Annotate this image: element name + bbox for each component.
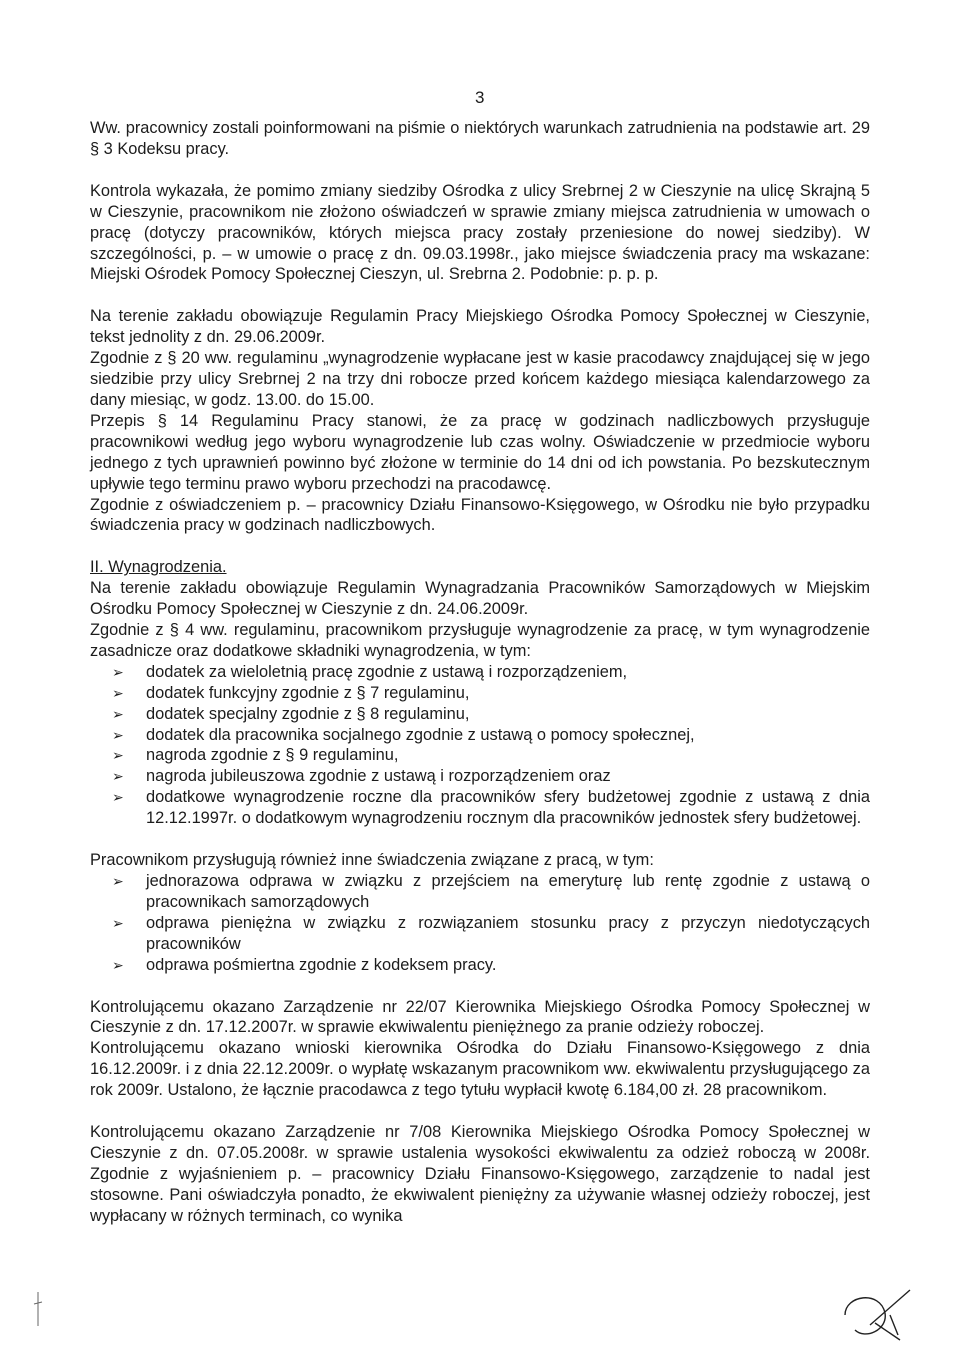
- paragraph-requests: Kontrolującemu okazano wnioski kierownika Ośrodka do Działu Finansowo-Księgowego z dnia 16.12.2009r. i z dnia 22.12.2009r. o wypłatę wskazanym pracownikom ww. ekwiwalentu przysługującego za rok 2009r. Ustalono, że łącznie pracodawca z tego tytułu wypłacił kwotę 6.184,00 zł. 28 pracownikom.: [90, 1039, 870, 1100]
- document-body: [90, 118, 870, 1227]
- list-item-text: dodatkowe wynagrodzenie roczne dla pracowników sfery budżetowej zgodnie z ustawą z dnia 12.12.1997r. o dodatkowym wynagrodzeniu rocznym dla pracowników jednostek sfery budżetowej.: [146, 788, 870, 828]
- signature-mark: [840, 1285, 920, 1345]
- list-item: [90, 766, 870, 787]
- paragraph-overtime-rule: Przepis § 14 Regulaminu Pracy stanowi, że za pracę w godzinach nadliczbowych przysługuje pracownikowi według jego wyboru wynagrodzenie lub czas wolny. Oświadczenie w przedmiocie wyboru jednego z tych uprawnień powinno być złożone w terminie do 14 dni od ich powstania. Po bezskutecznym upływie tego terminu prawo wyboru przechodzi na pracodawcę.: [90, 411, 870, 493]
- bullet-arrow-icon: ➢: [112, 663, 124, 680]
- list-item-text: dodatek dla pracownika socjalnego zgodnie z ustawą o pomocy społecznej,: [146, 725, 695, 744]
- list-item: [90, 745, 870, 766]
- paragraph-pay-regulations: Na terenie zakładu obowiązuje Regulamin Wynagradzania Pracowników Samorządowych w Miejskim Ośrodku Pomocy Społecznej w Cieszynie z dn. 24.06.2009r.: [90, 579, 870, 619]
- paragraph-pay-components: Zgodnie z § 4 ww. regulaminu, pracownikom przysługuje wynagrodzenie za pracę, w tym wynagrodzenie zasadnicze oraz dodatkowe składniki wynagrodzenia, w tym:: [90, 621, 870, 660]
- bullet-arrow-icon: ➢: [112, 873, 124, 889]
- bullet-arrow-icon: ➢: [112, 705, 124, 722]
- paragraph-ordinance-22-07: Kontrolującemu okazano Zarządzenie nr 22/07 Kierownika Miejskiego Ośrodka Pomocy Społecznej w Cieszynie z dn. 17.12.2007r. w sprawie ekwiwalentu pieniężnego za pranie odzieży roboczej.: [90, 997, 870, 1037]
- bullet-arrow-icon: ➢: [112, 789, 124, 806]
- paragraph-relocation: Kontrola wykazała, że pomimo zmiany siedziby Ośrodka z ulicy Srebrnej 2 w Cieszynie na ulicę Skrajną 5 w Cieszynie, pracownikom nie złożono oświadczeń w sprawie zmiany miejsca zatrudnienia w umowach o pracę (dotyczy pracowników, których miejsca pracy zostały przeniesione do nowej siedziby). W szczególności, p. – w umowie o pracę z dn. 09.03.1998r., jako miejsce świadczenia pracy ma wskazane: Miejski Ośrodek Pomocy Społecznej Cieszyn, ul. Srebrna 2. Podobnie: p. p. p.: [90, 181, 870, 284]
- list-item: [90, 787, 870, 829]
- list-item: [90, 683, 870, 704]
- list-item: [90, 913, 870, 955]
- list-item-text: nagroda zgodnie z § 9 regulaminu,: [146, 746, 399, 765]
- list-item-text: odprawa pieniężna w związku z rozwiązaniem stosunku pracy z przyczyn niedotyczących pracowników: [146, 913, 870, 953]
- paragraph-ordinance-7-08: Kontrolującemu okazano Zarządzenie nr 7/08 Kierownika Miejskiego Ośrodka Pomocy Społecznej w Cieszynie z dn. 07.05.2008r. w sprawie ustalenia wysokości ekwiwalentu za odzież roboczą w 2008r. Zgodnie z wyjaśnieniem p. – pracownicy Działu Finansowo-Księgowego, zarządzenie to nadal jest stosowne. Pani oświadczyła ponadto, że ekwiwalent pieniężny za używanie własnej odzieży roboczej, jest wypłacany w różnych terminach, co wynika: [90, 1123, 870, 1225]
- margin-mark: [30, 1290, 50, 1330]
- list-item: [90, 662, 870, 683]
- list-item: [90, 871, 870, 913]
- paragraph-notification: Ww. pracownicy zostali poinformowani na piśmie o niektórych warunkach zatrudnienia na podstawie art. 29 § 3 Kodeksu pracy.: [90, 119, 870, 158]
- bullet-arrow-icon: ➢: [112, 956, 124, 973]
- list-item-text: jednorazowa odprawa w związku z przejściem na emeryturę lub rentę zgodnie z ustawą o pracownikach samorządowych: [146, 872, 870, 911]
- list-item: [90, 955, 870, 976]
- allowances-list: [90, 662, 870, 829]
- paragraph-overtime-statement: Zgodnie z oświadczeniem p. – pracownicy Działu Finansowo-Księgowego, w Ośrodku nie było przypadku świadczenia pracy w godzinach nadliczbowych.: [90, 495, 870, 535]
- list-item-text: dodatek funkcyjny zgodnie z § 7 regulaminu,: [146, 683, 470, 702]
- bullet-arrow-icon: ➢: [112, 726, 124, 743]
- page-number: 3: [475, 88, 485, 107]
- paragraph-other-benefits: Pracownikom przysługują również inne świadczenia związane z pracą, w tym:: [90, 851, 654, 870]
- list-item: [90, 704, 870, 725]
- benefits-list: [90, 871, 870, 976]
- list-item-text: odprawa pośmiertna zgodnie z kodeksem pracy.: [146, 955, 497, 974]
- bullet-arrow-icon: ➢: [112, 747, 124, 764]
- bullet-arrow-icon: ➢: [112, 914, 124, 931]
- section-heading: II. Wynagrodzenia.: [90, 558, 227, 577]
- bullet-arrow-icon: ➢: [112, 768, 124, 785]
- paragraph-work-regulations: Na terenie zakładu obowiązuje Regulamin Pracy Miejskiego Ośrodka Pomocy Społecznej w Cieszynie, tekst jednolity z dn. 29.06.2009r.: [90, 307, 870, 347]
- paragraph-pay-location: Zgodnie z § 20 ww. regulaminu „wynagrodzenie wypłacane jest w kasie pracodawcy znajdującej się w jego siedzibie przy ulicy Srebrnej 2 na trzy dni robocze przed końcem każdego miesiąca kalendarzowego za dany miesiąc, w godz. 13.00. do 15.00.: [90, 349, 870, 409]
- bullet-arrow-icon: ➢: [112, 684, 124, 701]
- list-item-text: dodatek za wieloletnią pracę zgodnie z ustawą i rozporządzeniem,: [146, 662, 628, 681]
- list-item-text: dodatek specjalny zgodnie z § 8 regulaminu,: [146, 704, 470, 723]
- list-item-text: nagroda jubileuszowa zgodnie z ustawą i rozporządzeniem oraz: [146, 767, 611, 786]
- list-item: [90, 725, 870, 746]
